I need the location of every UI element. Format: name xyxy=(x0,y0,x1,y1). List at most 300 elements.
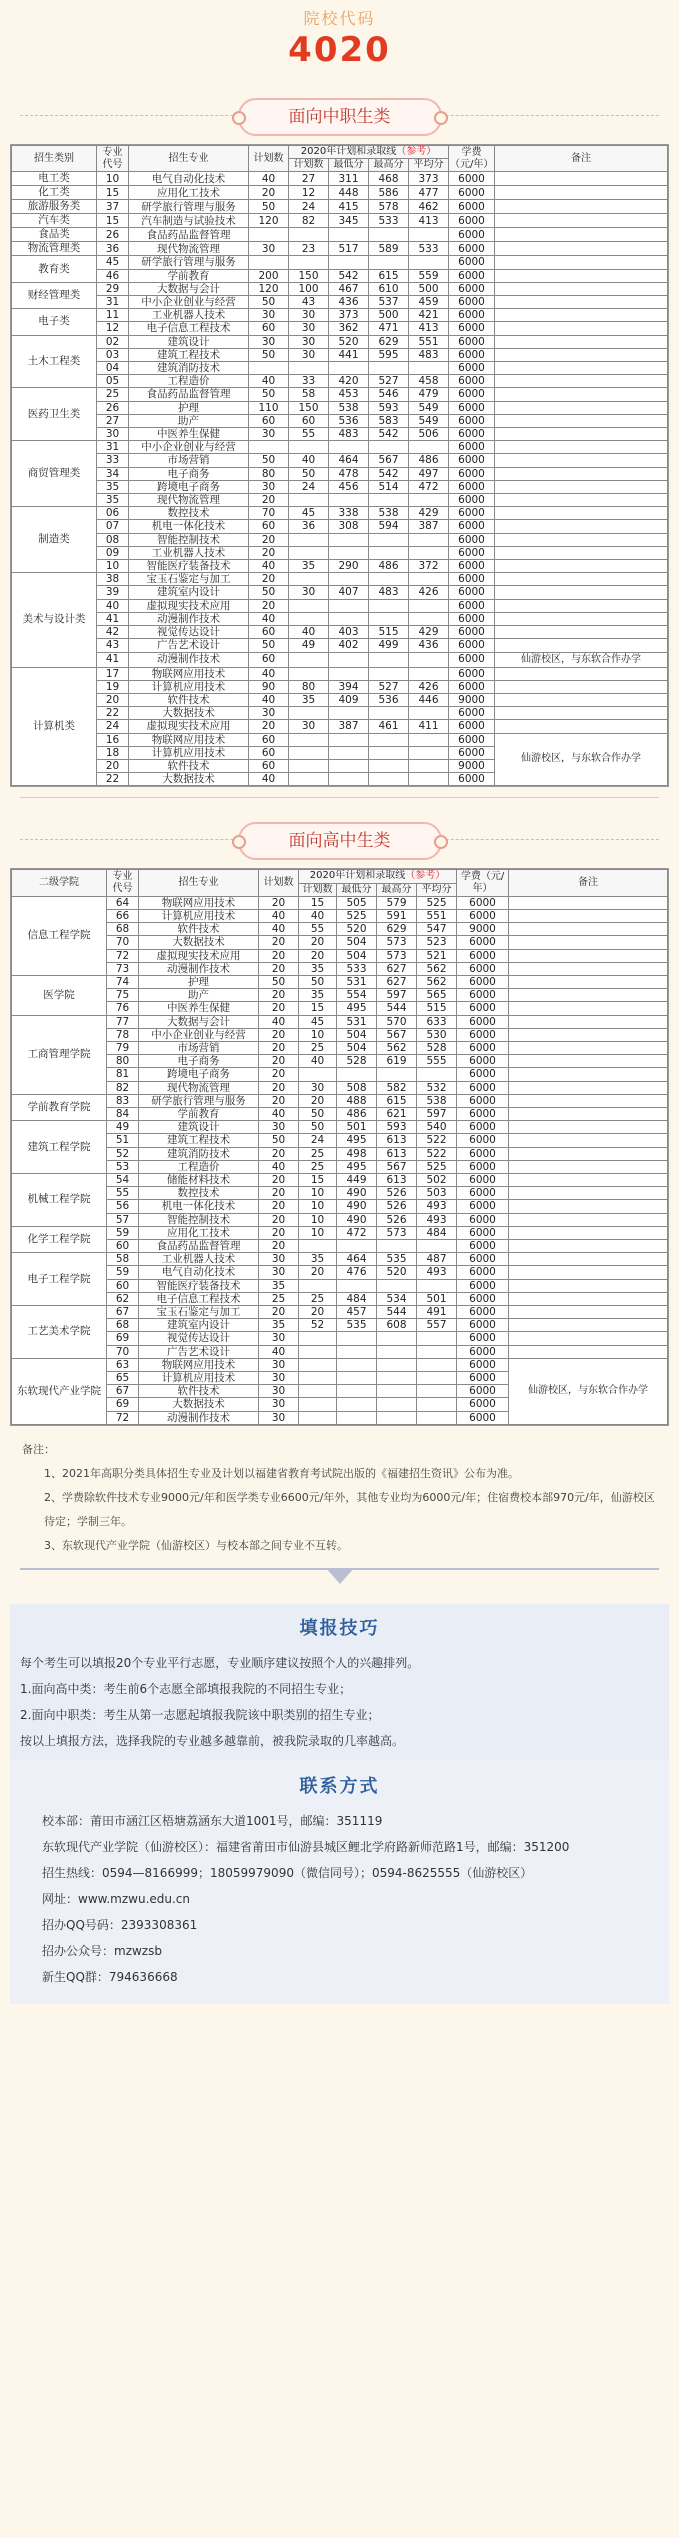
avg-cell: 493 xyxy=(417,1213,457,1226)
avg-cell xyxy=(409,533,449,546)
code-cell: 15 xyxy=(97,186,129,200)
plan-cell: 50 xyxy=(249,348,289,361)
table-row xyxy=(12,1160,668,1173)
plan-cell: 30 xyxy=(249,309,289,322)
major-cell: 建筑消防技术 xyxy=(139,1147,259,1160)
plan2020-cell: 49 xyxy=(289,639,329,652)
category-cell: 计算机类 xyxy=(12,667,97,786)
fee-cell: 6000 xyxy=(449,652,495,667)
major-cell: 计算机应用技术 xyxy=(129,680,249,693)
avg-cell: 426 xyxy=(409,680,449,693)
min-cell: 394 xyxy=(329,680,369,693)
code-cell: 10 xyxy=(97,560,129,573)
plan2020-cell xyxy=(299,1279,337,1292)
plan2020-cell xyxy=(289,546,329,559)
plan-cell: 50 xyxy=(249,586,289,599)
avg-cell xyxy=(409,573,449,586)
plan-cell xyxy=(249,228,289,242)
table-row xyxy=(12,296,668,309)
avg-cell: 472 xyxy=(409,480,449,493)
code-cell: 80 xyxy=(107,1055,139,1068)
fee-cell: 6000 xyxy=(457,1147,509,1160)
avg-cell xyxy=(417,1385,457,1398)
note-cell xyxy=(509,1134,668,1147)
table-row xyxy=(12,1292,668,1305)
plan2020-cell xyxy=(299,1358,337,1371)
table-row xyxy=(12,200,668,214)
note-cell xyxy=(495,388,668,401)
max-cell: 562 xyxy=(377,1041,417,1054)
fee-cell: 6000 xyxy=(449,746,495,759)
category-cell: 信息工程学院 xyxy=(12,896,107,975)
max-cell: 461 xyxy=(369,720,409,733)
code-cell: 39 xyxy=(97,586,129,599)
min-cell: 531 xyxy=(337,1015,377,1028)
major-cell: 电气自动化技术 xyxy=(129,172,249,186)
table-row xyxy=(12,1028,668,1041)
category-cell: 汽车类 xyxy=(12,214,97,228)
fee-cell: 6000 xyxy=(449,560,495,573)
note-item: 1、2021年高职分类具体招生专业及计划以福建省教育考试院出版的《福建招生资讯》公布为准。 xyxy=(44,1466,519,1480)
code-cell: 52 xyxy=(107,1147,139,1160)
plan2020-cell xyxy=(289,746,329,759)
avg-cell: 515 xyxy=(417,1002,457,1015)
max-cell: 613 xyxy=(377,1134,417,1147)
max-cell: 483 xyxy=(369,586,409,599)
max-cell xyxy=(369,773,409,786)
code-cell: 43 xyxy=(97,639,129,652)
fee-cell: 6000 xyxy=(457,949,509,962)
min-cell: 554 xyxy=(337,989,377,1002)
min-cell xyxy=(329,533,369,546)
note-cell xyxy=(495,428,668,441)
table-row xyxy=(12,652,668,667)
plan-cell: 80 xyxy=(249,467,289,480)
code-cell: 25 xyxy=(97,388,129,401)
code-cell: 36 xyxy=(97,242,129,256)
table-row xyxy=(12,546,668,559)
table-row xyxy=(12,1213,668,1226)
code-cell: 54 xyxy=(107,1174,139,1187)
plan-cell: 20 xyxy=(259,1306,299,1319)
category-cell: 商贸管理类 xyxy=(12,441,97,507)
plan2020-cell xyxy=(289,494,329,507)
max-cell: 613 xyxy=(377,1174,417,1187)
fee-cell: 6000 xyxy=(457,1226,509,1239)
table-row xyxy=(12,480,668,493)
major-cell: 软件技术 xyxy=(139,923,259,936)
min-cell: 448 xyxy=(329,186,369,200)
plan2020-cell xyxy=(299,1332,337,1345)
plan2020-cell: 30 xyxy=(289,322,329,335)
note-cell xyxy=(495,612,668,625)
fee-cell: 6000 xyxy=(449,214,495,228)
max-cell: 578 xyxy=(369,200,409,214)
note-cell xyxy=(495,282,668,295)
code-cell: 31 xyxy=(97,441,129,454)
tip-line: 每个考生可以填报20个专业平行志愿，专业顺序建议按照个人的兴趣排列。 xyxy=(20,1655,420,1670)
max-cell xyxy=(369,573,409,586)
code-cell: 46 xyxy=(97,269,129,282)
max-cell xyxy=(369,362,409,375)
table-row xyxy=(12,428,668,441)
min-cell xyxy=(329,546,369,559)
note-cell xyxy=(509,1292,668,1305)
fee-cell: 6000 xyxy=(457,1107,509,1120)
code-cell: 06 xyxy=(97,507,129,520)
col-min: 最低分 xyxy=(329,159,369,172)
avg-cell: 486 xyxy=(409,454,449,467)
major-cell: 大数据技术 xyxy=(139,936,259,949)
vocational-table-body xyxy=(12,172,668,786)
code-cell: 67 xyxy=(107,1306,139,1319)
plan2020-cell xyxy=(289,733,329,746)
avg-cell: 562 xyxy=(417,975,457,988)
code-cell: 84 xyxy=(107,1107,139,1120)
max-cell: 544 xyxy=(377,1002,417,1015)
fee-cell: 6000 xyxy=(449,520,495,533)
min-cell: 535 xyxy=(337,1319,377,1332)
avg-cell: 373 xyxy=(409,172,449,186)
note-cell: 仙游校区，与东软合作办学 xyxy=(495,652,668,667)
min-cell: 345 xyxy=(329,214,369,228)
min-cell xyxy=(337,1411,377,1424)
code-cell: 78 xyxy=(107,1028,139,1041)
plan2020-cell: 30 xyxy=(299,1081,337,1094)
fee-cell: 6000 xyxy=(457,1306,509,1319)
code-cell: 64 xyxy=(107,896,139,909)
min-cell: 308 xyxy=(329,520,369,533)
major-cell: 动漫制作技术 xyxy=(139,1411,259,1424)
section-title-vocational: 面向中职生类 xyxy=(238,98,442,136)
plan2020-cell: 82 xyxy=(289,214,329,228)
fee-cell: 6000 xyxy=(457,1345,509,1358)
contact-line: 校本部：莆田市涵江区梧塘荔涵东大道1001号，邮编：351119 xyxy=(42,1813,383,1828)
min-cell: 472 xyxy=(337,1226,377,1239)
plan2020-cell xyxy=(289,759,329,772)
major-cell: 大数据技术 xyxy=(129,707,249,720)
contact-line: 新生QQ群：794636668 xyxy=(42,1969,178,1984)
plan-cell: 30 xyxy=(249,242,289,256)
avg-cell: 500 xyxy=(409,282,449,295)
category-cell: 机械工程学院 xyxy=(12,1174,107,1227)
note-cell xyxy=(509,1345,668,1358)
max-cell xyxy=(377,1411,417,1424)
max-cell xyxy=(377,1332,417,1345)
plan-cell: 40 xyxy=(259,1160,299,1173)
plan-cell: 60 xyxy=(249,652,289,667)
table-row xyxy=(12,1055,668,1068)
max-cell: 537 xyxy=(369,296,409,309)
major-cell: 智能医疗装备技术 xyxy=(129,560,249,573)
category-cell: 旅游服务类 xyxy=(12,200,97,214)
plan-cell: 20 xyxy=(259,1041,299,1054)
table-row xyxy=(12,1134,668,1147)
table-row xyxy=(12,1107,668,1120)
table-row xyxy=(12,989,668,1002)
plan-cell: 35 xyxy=(259,1319,299,1332)
plan-cell: 20 xyxy=(249,186,289,200)
min-cell: 504 xyxy=(337,936,377,949)
fee-cell: 6000 xyxy=(457,1200,509,1213)
school-code-label: 院校代码 xyxy=(303,9,376,28)
avg-cell xyxy=(409,667,449,680)
max-cell: 527 xyxy=(369,375,409,388)
fee-cell: 6000 xyxy=(457,1160,509,1173)
note-cell xyxy=(495,507,668,520)
max-cell xyxy=(369,228,409,242)
min-cell xyxy=(329,573,369,586)
category-cell: 建筑工程学院 xyxy=(12,1121,107,1174)
table-row xyxy=(12,560,668,573)
plan2020-cell xyxy=(289,707,329,720)
min-cell xyxy=(329,494,369,507)
col-note: 备注 xyxy=(495,146,668,172)
plan2020-cell: 30 xyxy=(289,720,329,733)
fee-cell: 6000 xyxy=(449,375,495,388)
fee-cell: 6000 xyxy=(457,1266,509,1279)
min-cell: 483 xyxy=(329,428,369,441)
max-cell xyxy=(377,1279,417,1292)
fee-cell: 6000 xyxy=(457,1279,509,1292)
min-cell: 517 xyxy=(329,242,369,256)
highschool-table xyxy=(11,869,668,1425)
plan-cell: 20 xyxy=(249,546,289,559)
note-cell xyxy=(509,1240,668,1253)
fee-cell: 9000 xyxy=(449,693,495,706)
max-cell: 621 xyxy=(377,1107,417,1120)
note-cell xyxy=(509,1121,668,1134)
fee-cell: 6000 xyxy=(457,962,509,975)
code-cell: 62 xyxy=(107,1292,139,1305)
plan-cell: 20 xyxy=(249,573,289,586)
plan2020-cell xyxy=(289,441,329,454)
fee-cell: 6000 xyxy=(449,282,495,295)
min-cell: 525 xyxy=(337,909,377,922)
max-cell: 468 xyxy=(369,172,409,186)
plan2020-cell xyxy=(289,599,329,612)
major-cell: 工程造价 xyxy=(129,375,249,388)
note-cell xyxy=(495,480,668,493)
code-cell: 18 xyxy=(97,746,129,759)
plan-cell: 20 xyxy=(259,949,299,962)
plan-cell: 60 xyxy=(249,626,289,639)
table-row xyxy=(12,693,668,706)
note-cell xyxy=(495,228,668,242)
fee-cell: 6000 xyxy=(449,586,495,599)
avg-cell: 484 xyxy=(417,1226,457,1239)
note-cell xyxy=(509,1094,668,1107)
code-cell: 05 xyxy=(97,375,129,388)
plan2020-cell: 40 xyxy=(299,1055,337,1068)
major-cell: 建筑工程技术 xyxy=(129,348,249,361)
avg-cell xyxy=(417,1068,457,1081)
col-max: 最高分 xyxy=(369,159,409,172)
min-cell xyxy=(329,773,369,786)
table-row xyxy=(12,1266,668,1279)
plan-cell: 20 xyxy=(259,1187,299,1200)
avg-cell: 525 xyxy=(417,1160,457,1173)
major-cell: 中小企业创业与经营 xyxy=(129,441,249,454)
major-cell: 应用化工技术 xyxy=(129,186,249,200)
note-cell xyxy=(509,1002,668,1015)
min-cell xyxy=(329,746,369,759)
table-row xyxy=(12,667,668,680)
highschool-table-wrap xyxy=(10,868,669,1426)
plan2020-cell: 50 xyxy=(299,975,337,988)
fee-cell: 6000 xyxy=(449,480,495,493)
plan-cell: 20 xyxy=(259,989,299,1002)
max-cell: 526 xyxy=(377,1213,417,1226)
plan2020-cell: 40 xyxy=(289,626,329,639)
fee-cell: 6000 xyxy=(457,1081,509,1094)
major-cell: 物联网应用技术 xyxy=(139,896,259,909)
table-row xyxy=(12,520,668,533)
major-cell: 动漫制作技术 xyxy=(139,962,259,975)
table-row xyxy=(12,1094,668,1107)
table-row xyxy=(12,936,668,949)
plan2020-cell: 10 xyxy=(299,1028,337,1041)
fee-cell: 6000 xyxy=(449,639,495,652)
plan-cell: 40 xyxy=(259,1107,299,1120)
note-cell xyxy=(495,414,668,427)
plan-cell: 40 xyxy=(259,909,299,922)
major-cell: 研学旅行管理与服务 xyxy=(129,200,249,214)
code-cell: 81 xyxy=(107,1068,139,1081)
major-cell: 食品药品监督管理 xyxy=(129,388,249,401)
plan2020-cell: 24 xyxy=(289,200,329,214)
table-row xyxy=(12,626,668,639)
min-cell: 495 xyxy=(337,1134,377,1147)
plan2020-cell xyxy=(289,256,329,269)
category-cell: 食品类 xyxy=(12,228,97,242)
fee-cell: 6000 xyxy=(457,1094,509,1107)
major-cell: 动漫制作技术 xyxy=(129,612,249,625)
fee-cell: 6000 xyxy=(449,428,495,441)
plan2020-cell: 10 xyxy=(299,1200,337,1213)
table-row xyxy=(12,1068,668,1081)
note-cell xyxy=(495,454,668,467)
note-cell xyxy=(509,1213,668,1226)
min-cell xyxy=(329,652,369,667)
plan-cell: 120 xyxy=(249,282,289,295)
avg-cell xyxy=(409,599,449,612)
plan-cell: 200 xyxy=(249,269,289,282)
plan2020-cell: 55 xyxy=(289,428,329,441)
plan2020-cell: 55 xyxy=(299,923,337,936)
min-cell xyxy=(329,759,369,772)
col-code: 专业代号 xyxy=(107,870,139,896)
plan-cell: 40 xyxy=(249,693,289,706)
min-cell xyxy=(329,228,369,242)
table-row xyxy=(12,1345,668,1358)
contact-line[interactable]: 网址：www.mzwu.edu.cn xyxy=(42,1891,191,1906)
major-cell: 应用化工技术 xyxy=(139,1226,259,1239)
code-cell: 10 xyxy=(97,172,129,186)
max-cell: 619 xyxy=(377,1055,417,1068)
min-cell: 467 xyxy=(329,282,369,295)
max-cell xyxy=(377,1398,417,1411)
col-note: 备注 xyxy=(509,870,668,896)
plan-cell: 40 xyxy=(249,560,289,573)
avg-cell: 436 xyxy=(409,639,449,652)
avg-cell: 532 xyxy=(417,1081,457,1094)
avg-cell: 483 xyxy=(409,348,449,361)
fee-cell: 6000 xyxy=(457,896,509,909)
avg-cell xyxy=(409,228,449,242)
plan-cell: 20 xyxy=(259,1240,299,1253)
fee-cell: 9000 xyxy=(449,759,495,772)
plan-cell: 30 xyxy=(259,1411,299,1424)
min-cell: 449 xyxy=(337,1174,377,1187)
max-cell xyxy=(369,533,409,546)
plan-cell: 60 xyxy=(249,759,289,772)
plan2020-cell: 25 xyxy=(299,1292,337,1305)
plan-cell: 20 xyxy=(249,599,289,612)
code-cell: 04 xyxy=(97,362,129,375)
plan-cell: 60 xyxy=(249,322,289,335)
table-row xyxy=(12,1226,668,1239)
note-cell xyxy=(495,573,668,586)
avg-cell xyxy=(409,652,449,667)
category-cell: 医学院 xyxy=(12,975,107,1015)
fee-cell: 6000 xyxy=(449,546,495,559)
major-cell: 研学旅行管理与服务 xyxy=(129,256,249,269)
fee-cell: 6000 xyxy=(449,720,495,733)
table-row xyxy=(12,1147,668,1160)
plan-cell: 30 xyxy=(259,1266,299,1279)
tip-line: 2.面向中职类：考生从第一志愿起填报我院该中职类别的招生专业； xyxy=(20,1707,380,1722)
code-cell: 37 xyxy=(97,200,129,214)
major-cell: 食品药品监督管理 xyxy=(129,228,249,242)
max-cell: 593 xyxy=(369,401,409,414)
code-cell: 35 xyxy=(97,480,129,493)
major-cell: 跨境电子商务 xyxy=(129,480,249,493)
note-cell xyxy=(495,707,668,720)
fee-cell: 6000 xyxy=(457,975,509,988)
plan-cell: 60 xyxy=(249,746,289,759)
avg-cell: 559 xyxy=(409,269,449,282)
avg-cell: 503 xyxy=(417,1187,457,1200)
max-cell: 582 xyxy=(377,1081,417,1094)
avg-cell: 487 xyxy=(417,1253,457,1266)
fee-cell: 6000 xyxy=(457,1253,509,1266)
plan-cell: 20 xyxy=(259,1226,299,1239)
min-cell: 403 xyxy=(329,626,369,639)
fee-cell: 6000 xyxy=(457,909,509,922)
contact-line: 招生热线：0594—8166999；18059979090（微信同号）；0594-8625555（仙游校区） xyxy=(42,1865,533,1880)
plan2020-cell xyxy=(289,573,329,586)
table-row xyxy=(12,639,668,652)
plan2020-cell xyxy=(299,1345,337,1358)
plan2020-cell: 35 xyxy=(289,693,329,706)
min-cell: 504 xyxy=(337,1041,377,1054)
code-cell: 15 xyxy=(97,214,129,228)
major-cell: 数控技术 xyxy=(129,507,249,520)
fee-cell: 6000 xyxy=(449,467,495,480)
major-cell: 计算机应用技术 xyxy=(139,1372,259,1385)
code-cell: 31 xyxy=(97,296,129,309)
code-cell: 34 xyxy=(97,467,129,480)
note-cell xyxy=(495,599,668,612)
table-row xyxy=(12,573,668,586)
code-cell: 77 xyxy=(107,1015,139,1028)
vocational-table xyxy=(11,145,668,786)
note-cell xyxy=(509,936,668,949)
min-cell: 490 xyxy=(337,1200,377,1213)
major-cell: 现代物流管理 xyxy=(129,494,249,507)
min-cell: 464 xyxy=(337,1253,377,1266)
